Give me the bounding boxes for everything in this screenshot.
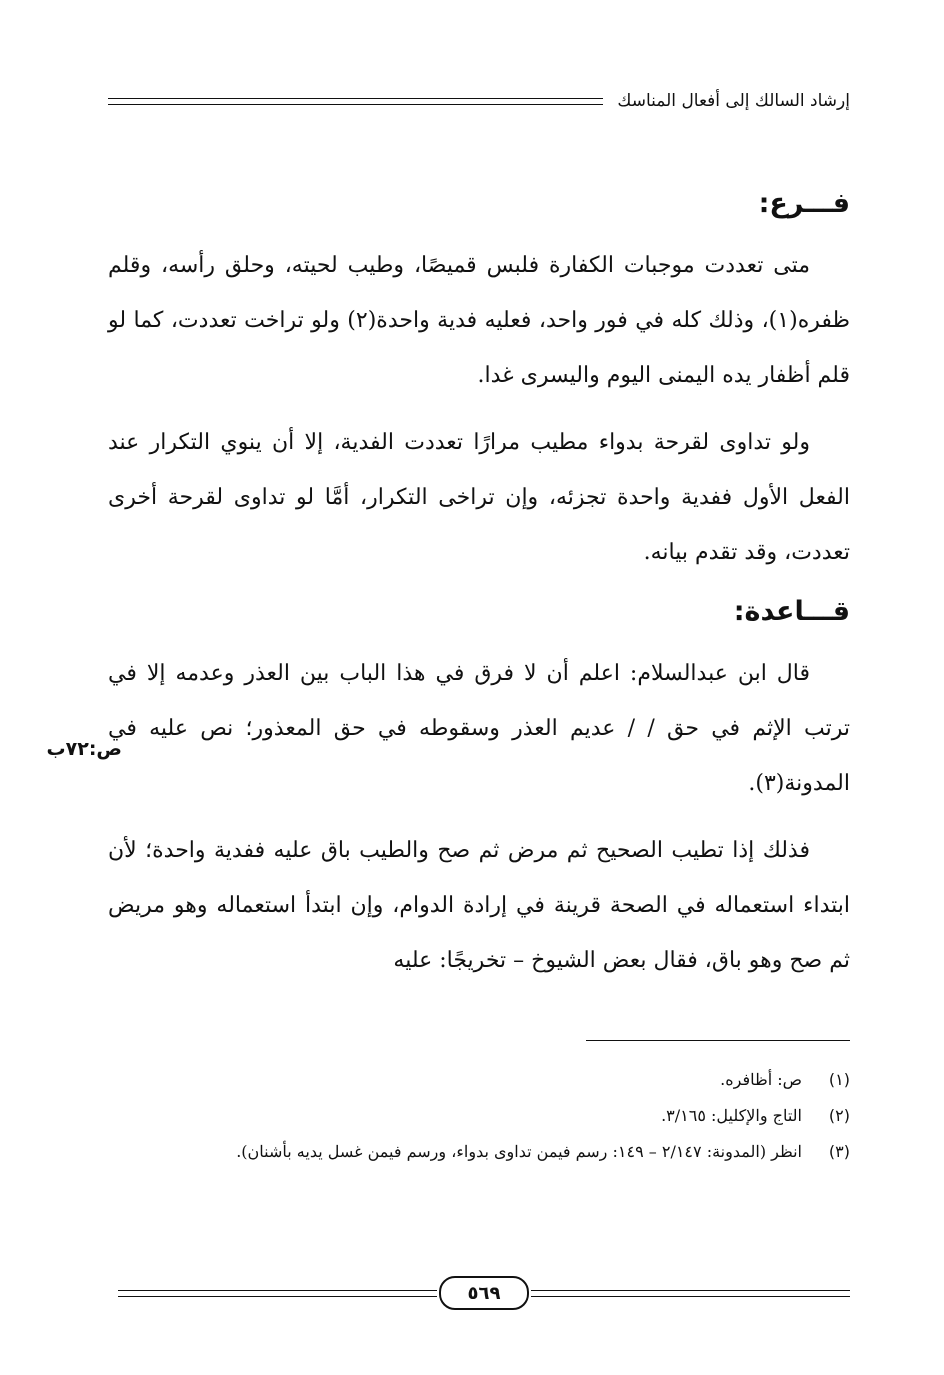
main-text (108, 180, 850, 988)
page-footer (118, 1275, 850, 1311)
footnote-1 (108, 1062, 850, 1098)
footnote-3 (108, 1134, 850, 1170)
footnote-number: (٣) (828, 1142, 850, 1161)
footnote-text: انظر (المدونة: ٢/١٤٧ – ١٤٩: رسم فيمن تداوى بدواء، ورسم فيمن غسل يديه بأشنان). (236, 1142, 802, 1161)
paragraph-4: فذلك إذا تطيب الصحيح ثم مرض ثم صح والطيب باق عليه ففدية واحدة؛ لأن ابتداء استعماله في الصحة قرينة في إرادة الدوام، وإن ابتدأ استعماله وهو مريض ثم صح وهو باق، فقال بعض الشيوخ – تخريجًا: عليه (108, 838, 850, 973)
footnote-text: ص: أظافره. (720, 1070, 802, 1089)
footnote-number: (٢) (828, 1106, 850, 1125)
paragraph-2: ولو تداوى لقرحة بدواء مطيب مرارًا تعددت الفدية، إلا أن ينوي التكرار عند الفعل الأول ففدية واحدة تجزئه، وإن تراخى التكرار، أمَّا لو تداوى لقرحة أخرى تعددت، وقد تقدم بيانه. (108, 430, 850, 565)
footnote-text: التاج والإكليل: ٣/١٦٥. (661, 1106, 802, 1125)
running-header (108, 86, 850, 116)
section-heading-far: فـــرع: (758, 188, 850, 219)
header-double-rule (108, 98, 603, 105)
section-heading-qaida: قـــاعدة: (733, 596, 850, 627)
footnote-number: (١) (828, 1070, 850, 1089)
footnotes (108, 1062, 850, 1170)
paragraph-1: متى تعددت موجبات الكفارة فلبس قميصًا، وطيب لحيته، وحلق رأسه، وقلم ظفره(١)، وذلك كله في فور واحد، فعليه فدية واحدة(٢) ولو تراخت تعددت، كما لو قلم أظفار يده اليمنى اليوم واليسرى غدا. (108, 253, 850, 388)
footer-rule-left (118, 1290, 437, 1297)
footer-rule-right (531, 1290, 850, 1297)
footnote-separator (586, 1040, 850, 1041)
manuscript-folio-note: ص:٧٢ب (46, 738, 122, 760)
footnote-2 (108, 1098, 850, 1134)
page-number: ٥٦٩ (439, 1276, 529, 1310)
paragraph-3: قال ابن عبدالسلام: اعلم أن لا فرق في هذا الباب بين العذر وعدمه إلا في ترتب الإثم في حق / / عديم العذر وسقوطه في حق المعذور؛ نص عليه في المدونة(٣). (108, 661, 850, 796)
running-title: إرشاد السالك إلى أفعال المناسك (617, 91, 850, 111)
